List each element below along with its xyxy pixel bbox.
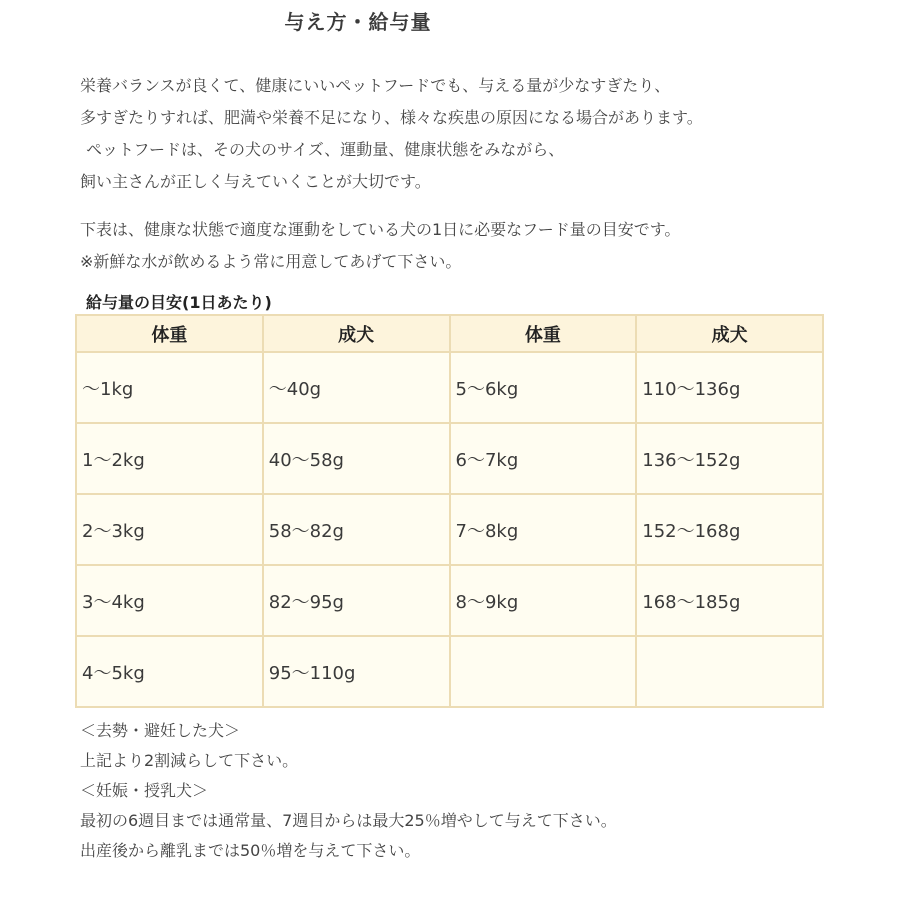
header-weight: 体重	[450, 315, 637, 352]
table-cell: 82～95g	[263, 565, 450, 636]
table-cell: 95～110g	[263, 636, 450, 707]
table-row	[76, 423, 823, 494]
intro-line: 多すぎたりすれば、肥満や栄養不足になり、様々な疾患の原因になる場合があります。	[80, 108, 703, 127]
table-caption: 給与量の目安(1日あたり)	[86, 293, 272, 312]
table-cell: 136～152g	[636, 423, 823, 494]
table-row	[76, 565, 823, 636]
table-cell: 2～3kg	[76, 494, 263, 565]
table-header-row	[76, 315, 823, 352]
page-title: 与え方・給与量	[284, 10, 432, 34]
table-cell: 7～8kg	[450, 494, 637, 565]
table-cell: 5～6kg	[450, 352, 637, 423]
header-weight: 体重	[76, 315, 263, 352]
table-row	[76, 352, 823, 423]
notes-heading-neutered: ＜去勢・避妊した犬＞	[80, 721, 241, 740]
feeding-amount-table	[75, 314, 824, 708]
table-cell: 40～58g	[263, 423, 450, 494]
table-cell: 58～82g	[263, 494, 450, 565]
table-cell	[450, 636, 637, 707]
table-cell	[636, 636, 823, 707]
table-row	[76, 494, 823, 565]
table-cell: 152～168g	[636, 494, 823, 565]
table-cell: 3～4kg	[76, 565, 263, 636]
header-adult-dog: 成犬	[636, 315, 823, 352]
intro-line: 飼い主さんが正しく与えていくことが大切です。	[80, 172, 431, 191]
table-note-paragraph	[80, 214, 680, 278]
note-line: 下表は、健康な状態で適度な運動をしている犬の1日に必要なフード量の目安です。	[80, 220, 681, 239]
table-cell: 6～7kg	[450, 423, 637, 494]
notes-line: 出産後から離乳までは50％増を与えて下さい。	[80, 841, 421, 860]
table-cell: 110～136g	[636, 352, 823, 423]
table-cell: 1～2kg	[76, 423, 263, 494]
note-line: ※新鮮な水が飲めるよう常に用意してあげて下さい。	[80, 252, 462, 271]
table-cell: 8～9kg	[450, 565, 637, 636]
notes-line: 上記より2割減らして下さい。	[80, 751, 299, 770]
special-notes	[80, 716, 617, 866]
table-cell: ～40g	[263, 352, 450, 423]
table-cell: ～1kg	[76, 352, 263, 423]
intro-line: ペットフードは、その犬のサイズ、運動量、健康状態をみながら、	[86, 140, 565, 159]
notes-line: 最初の6週目までは通常量、7週目からは最大25％増やして与えて下さい。	[80, 811, 617, 830]
intro-paragraph	[80, 70, 703, 198]
table-row	[76, 636, 823, 707]
table-cell: 4～5kg	[76, 636, 263, 707]
intro-line: 栄養バランスが良くて、健康にいいペットフードでも、与える量が少なすぎたり、	[80, 76, 671, 95]
notes-heading-pregnant: ＜妊娠・授乳犬＞	[80, 781, 209, 800]
table-cell: 168～185g	[636, 565, 823, 636]
header-adult-dog: 成犬	[263, 315, 450, 352]
